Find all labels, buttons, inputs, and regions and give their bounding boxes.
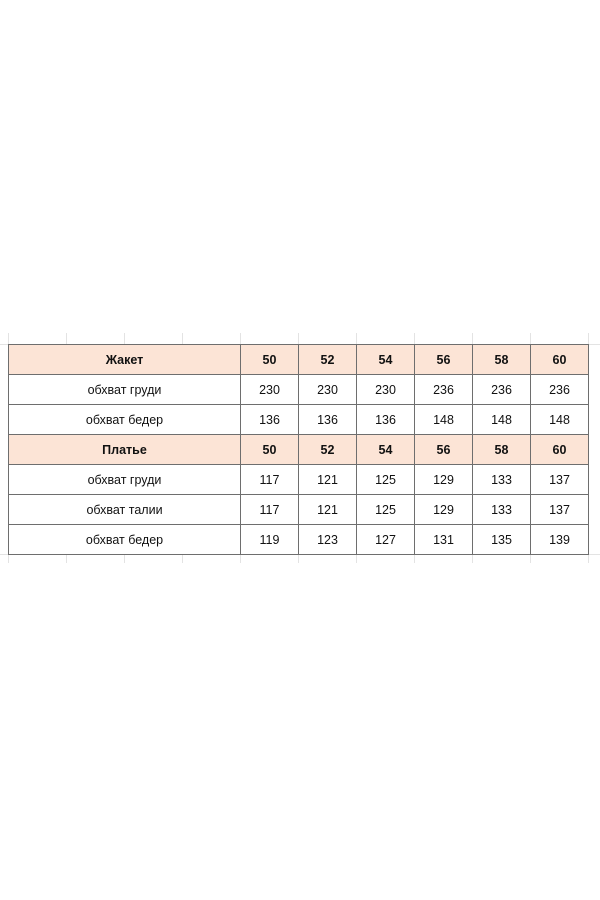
measurement-value[interactable]: 136 [357, 405, 415, 435]
measurement-row [9, 405, 589, 435]
measurement-label[interactable]: обхват груди [9, 465, 241, 495]
size-header-cell[interactable]: 50 [241, 345, 299, 375]
section-header-row [9, 435, 589, 465]
measurement-value[interactable]: 137 [531, 495, 589, 525]
measurement-value[interactable]: 148 [531, 405, 589, 435]
measurement-row [9, 495, 589, 525]
size-header-cell[interactable]: 60 [531, 435, 589, 465]
size-header-cell[interactable]: 56 [415, 345, 473, 375]
measurement-value[interactable]: 137 [531, 465, 589, 495]
measurement-value[interactable]: 131 [415, 525, 473, 555]
measurement-value[interactable]: 230 [299, 375, 357, 405]
size-header-cell[interactable]: 56 [415, 435, 473, 465]
measurement-value[interactable]: 136 [241, 405, 299, 435]
measurement-label[interactable]: обхват талии [9, 495, 241, 525]
measurement-row [9, 525, 589, 555]
size-header-cell[interactable]: 52 [299, 345, 357, 375]
measurement-value[interactable]: 230 [357, 375, 415, 405]
measurement-value[interactable]: 121 [299, 495, 357, 525]
measurement-value[interactable]: 136 [299, 405, 357, 435]
measurement-value[interactable]: 129 [415, 495, 473, 525]
measurement-value[interactable]: 119 [241, 525, 299, 555]
measurement-value[interactable]: 148 [415, 405, 473, 435]
measurement-label[interactable]: обхват бедер [9, 405, 241, 435]
measurement-value[interactable]: 236 [531, 375, 589, 405]
measurement-value[interactable]: 117 [241, 465, 299, 495]
size-chart-table [8, 344, 589, 555]
measurement-value[interactable]: 117 [241, 495, 299, 525]
measurement-label[interactable]: обхват груди [9, 375, 241, 405]
size-header-cell[interactable]: 60 [531, 345, 589, 375]
section-header-row [9, 345, 589, 375]
section-title[interactable]: Платье [9, 435, 241, 465]
size-header-cell[interactable]: 50 [241, 435, 299, 465]
measurement-value[interactable]: 123 [299, 525, 357, 555]
measurement-value[interactable]: 129 [415, 465, 473, 495]
measurement-value[interactable]: 125 [357, 495, 415, 525]
section-title[interactable]: Жакет [9, 345, 241, 375]
measurement-value[interactable]: 148 [473, 405, 531, 435]
size-header-cell[interactable]: 54 [357, 345, 415, 375]
measurement-value[interactable]: 127 [357, 525, 415, 555]
size-header-cell[interactable]: 58 [473, 345, 531, 375]
size-header-cell[interactable]: 58 [473, 435, 531, 465]
measurement-value[interactable]: 236 [473, 375, 531, 405]
measurement-value[interactable]: 230 [241, 375, 299, 405]
measurement-value[interactable]: 236 [415, 375, 473, 405]
size-header-cell[interactable]: 54 [357, 435, 415, 465]
measurement-row [9, 375, 589, 405]
measurement-label[interactable]: обхват бедер [9, 525, 241, 555]
size-header-cell[interactable]: 52 [299, 435, 357, 465]
measurement-value[interactable]: 133 [473, 495, 531, 525]
measurement-value[interactable]: 135 [473, 525, 531, 555]
measurement-value[interactable]: 121 [299, 465, 357, 495]
measurement-value[interactable]: 133 [473, 465, 531, 495]
measurement-row [9, 465, 589, 495]
measurement-value[interactable]: 139 [531, 525, 589, 555]
measurement-value[interactable]: 125 [357, 465, 415, 495]
